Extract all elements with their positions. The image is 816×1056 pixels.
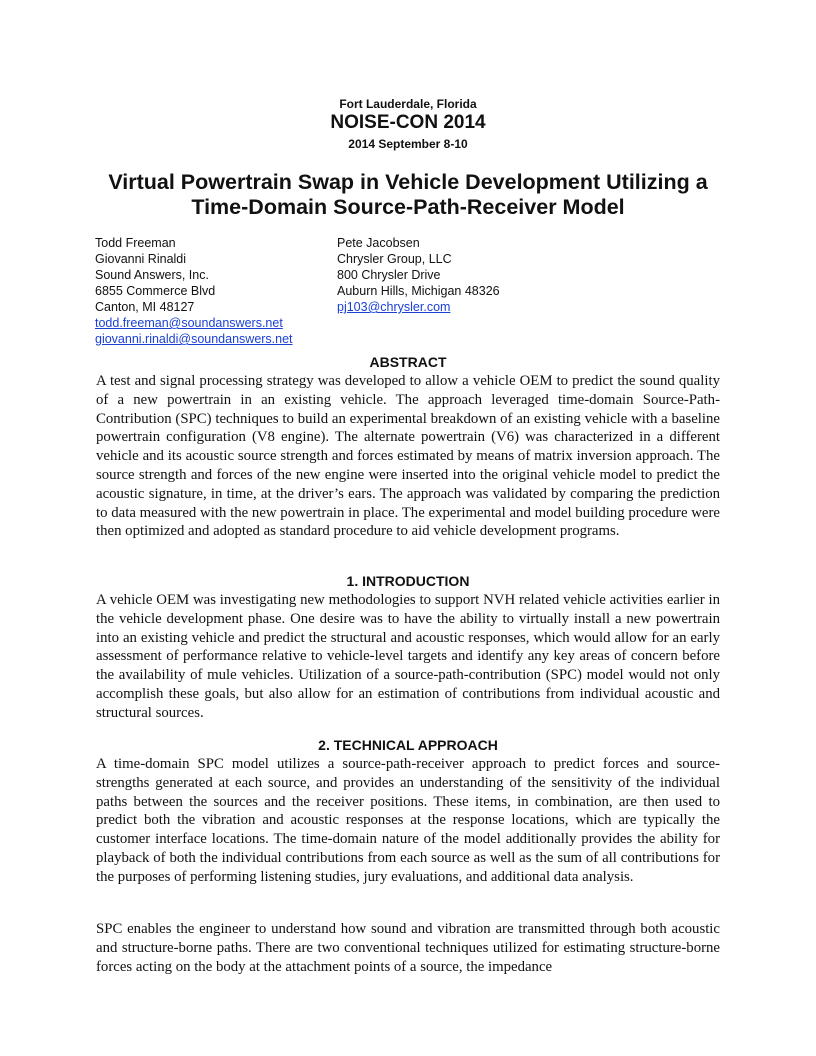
technical-approach-heading: 2. TECHNICAL APPROACH xyxy=(318,737,498,753)
conference-date: 2014 September 8-10 xyxy=(348,137,468,151)
technical-approach-paragraph-1: A time-domain SPC model utilizes a source-path-receiver approach to predict forces and source-strengths generated at each source, and provides an understanding of the sensitivity of the individual paths between the sources and the receiver positions. These items, in combination, are then used to predict both the vibration and acoustic responses at the response locations, which are typically the customer interface locations. The time-domain nature of the model additionally provides the ability for playback of both the individual contributions from each source as well as the sum of all contributions for the purposes of performing listening studies, jury evaluations, and additional data analysis. xyxy=(96,756,720,885)
paper-title-line-2: Time-Domain Source-Path-Receiver Model xyxy=(191,195,625,219)
author-email-link[interactable]: pj103@chrysler.com xyxy=(337,300,451,314)
introduction-heading: 1. INTRODUCTION xyxy=(346,573,470,589)
author-email-link[interactable]: todd.freeman@soundanswers.net xyxy=(95,316,283,330)
abstract-heading: ABSTRACT xyxy=(369,354,447,370)
author-street: 6855 Commerce Blvd xyxy=(95,284,216,298)
author-organization: Sound Answers, Inc. xyxy=(95,268,209,282)
author-block-left xyxy=(95,235,293,347)
conference-name: NOISE-CON 2014 xyxy=(330,112,486,133)
author-city: Canton, MI 48127 xyxy=(95,300,195,314)
conference-location: Fort Lauderdale, Florida xyxy=(339,97,477,111)
technical-approach-paragraph-2: SPC enables the engineer to understand how sound and vibration are transmitted through both acoustic and structure-borne paths. There are two conventional techniques utilized for estimating structure-borne forces acting on the body at the attachment points of a source, the impedance xyxy=(96,921,720,975)
author-street: 800 Chrysler Drive xyxy=(337,268,441,282)
author-city: Auburn Hills, Michigan 48326 xyxy=(337,284,500,298)
author-name: Todd Freeman xyxy=(95,236,176,250)
abstract-text: A test and signal processing strategy was developed to allow a vehicle OEM to predict the sound quality of a new powertrain in an existing vehicle. The approach leveraged time-domain Source-Path-Contribution (SPC) techniques to build an experimental breakdown of an existing vehicle with a baseline powertrain configuration (V8 engine). The alternate powertrain (V6) was characterized in a different vehicle and its acoustic source strength and forces estimated by means of matrix inversion approach. The source strength and forces of the new engine were inserted into the original vehicle model to predict the acoustic signature, in time, at the driver’s ears. The approach was validated by comparing the prediction to data measured with the new powertrain in place. The experimental and model building procedure were then optimized and adopted as standard procedure to aid vehicle development programs. xyxy=(96,373,720,540)
introduction-text: A vehicle OEM was investigating new methodologies to support NVH related vehicle activities earlier in the vehicle development phase. One desire was to have the ability to virtually install a new powertrain into an existing vehicle and predict the structural and acoustic responses, which would allow for an early assessment of performance relative to vehicle-level targets and identify any key areas of concern before the availability of mule vehicles. Utilization of a source-path-contribution (SPC) model would not only accomplish these goals, but also allow for an estimation of contributions from individual acoustic and structural sources. xyxy=(96,592,720,721)
author-block-right xyxy=(337,235,500,315)
paper-title xyxy=(60,170,756,220)
author-name: Giovanni Rinaldi xyxy=(95,252,187,266)
author-name: Pete Jacobsen xyxy=(337,236,420,250)
author-organization: Chrysler Group, LLC xyxy=(337,252,452,266)
paper-title-line-1: Virtual Powertrain Swap in Vehicle Development Utilizing a xyxy=(108,170,708,194)
author-email-link[interactable]: giovanni.rinaldi@soundanswers.net xyxy=(95,332,293,346)
